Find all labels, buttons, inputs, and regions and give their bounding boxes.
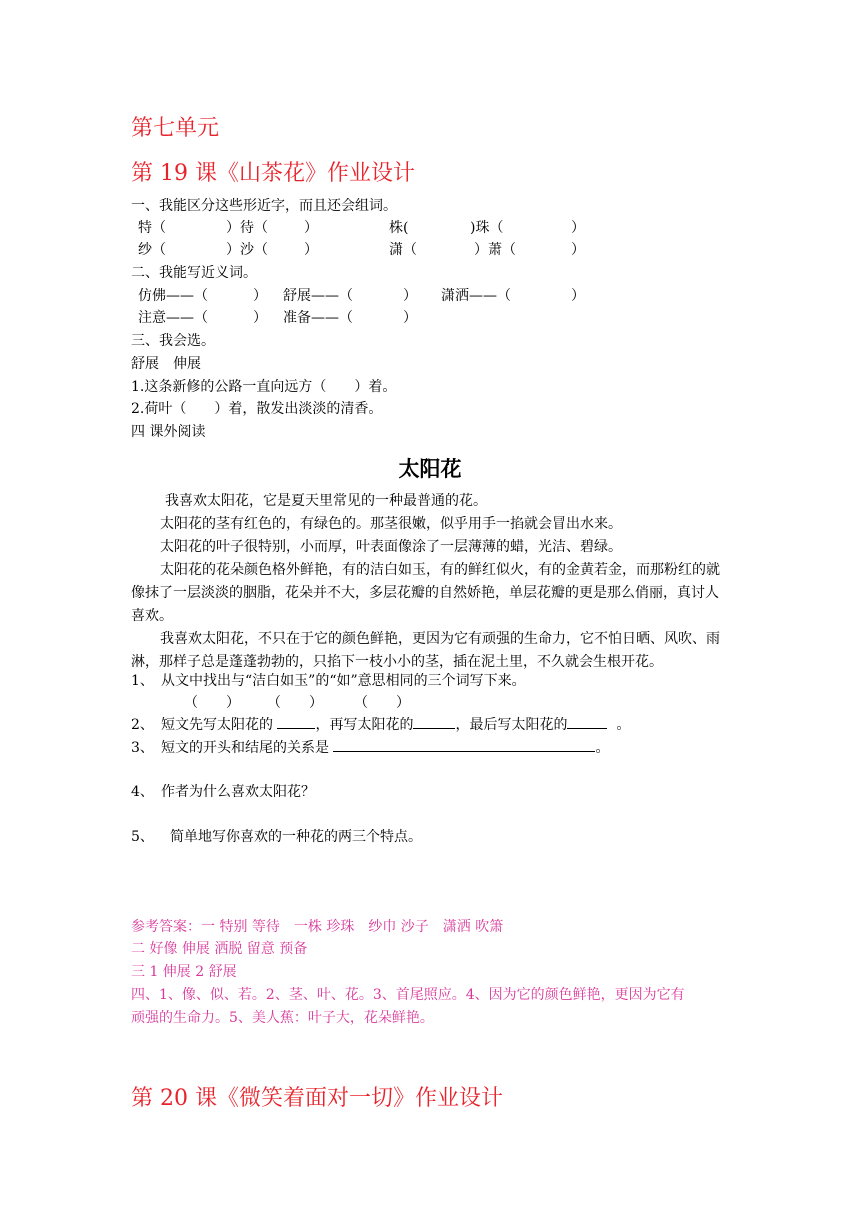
answer-line-3: 三 1 伸展 2 舒展: [131, 964, 237, 980]
rq1-text: 从文中找出与“洁白如玉”的“如”意思相同的三个词写下来。: [161, 673, 526, 689]
reading-paragraph-1: 我喜欢太阳花，它是夏天里常见的一种最普通的花。: [165, 493, 487, 509]
section2-heading: 二、我能写近义词。: [131, 265, 257, 281]
reading-paragraph-4: 太阳花的花朵颜色格外鲜艳，有的洁白如玉，有的鲜红似火，有的金黄若金，而那粉红的就像抹了一层淡淡的胭脂，花朵并不大，多层花瓣的自然娇艳，单层花瓣的更是那么俏丽，真讨人喜欢。: [131, 562, 720, 624]
rq2-part-a: 短文先写太阳花的: [161, 717, 273, 733]
rq4-number: 4、: [131, 784, 154, 800]
s1r1-close: ）: [304, 220, 318, 236]
lesson20-title: 第 20 课《微笑着面对一切》作业设计: [131, 1086, 503, 1111]
rq2-blank-3[interactable]: [567, 714, 607, 729]
rq3-part-a: 短文的开头和结尾的关系是: [161, 740, 329, 756]
s1r2-c5: ）萧（: [474, 242, 516, 258]
rq3-number: 3、: [131, 740, 154, 756]
rq2-blank-1[interactable]: [277, 714, 315, 729]
s1r1-c2: ）待（: [226, 220, 268, 236]
s1r1-c5: )珠（: [470, 220, 504, 236]
rq5-number: 5、: [131, 829, 154, 845]
s2r2-c1: 注意——（: [138, 310, 208, 326]
rq2-part-d: 。: [616, 717, 631, 733]
reading-paragraph-3: 太阳花的叶子很特别，小而厚，叶表面像涂了一层薄薄的蜡，光洁、碧绿。: [160, 539, 622, 555]
rq2-line: [161, 714, 630, 736]
rq2-number: 2、: [131, 717, 154, 733]
s1r2-c1: [138, 239, 268, 261]
rq1-blank-1: （ ）: [184, 695, 240, 711]
s2r2-c3: 准备——（: [283, 310, 353, 326]
s1r1-c1: 特（: [138, 220, 166, 236]
answer-line-5: 顽强的生命力。5、美人蕉：叶子大，花朵鲜艳。: [131, 1010, 434, 1026]
s2r1-c1: 仿佛——（: [138, 288, 208, 304]
s1r1-c6: ）: [571, 220, 585, 236]
s2r1-c5: 潇洒——（: [441, 288, 511, 304]
section3-options: 舒展 伸展: [131, 356, 201, 372]
s1r2-c6: ）: [571, 242, 585, 258]
section1-row1: [138, 217, 386, 239]
rq1-blank-3: （ ）: [354, 695, 410, 711]
section3-heading: 三、我会选。: [131, 333, 215, 349]
reading-title: 太阳花: [398, 457, 462, 481]
rq2-blank-2[interactable]: [413, 714, 455, 729]
s2r1-c2: ）: [253, 288, 267, 304]
unit-title: 第七单元: [131, 116, 220, 141]
lesson19-title: 第 19 课《山茶花》作业设计: [131, 161, 415, 186]
section1-heading: 一、我能区分这些形近字，而且还会组词。: [131, 198, 397, 214]
s1r2-b: ）沙（: [226, 242, 268, 258]
rq4-text: 作者为什么喜欢太阳花？: [161, 784, 315, 800]
s2r2-c4: ）: [403, 310, 417, 326]
s2r1-c4: ）: [403, 288, 417, 304]
answer-line-4: 四、1、像、似、若。2、茎、叶、花。3、首尾照应。4、因为它的颜色鲜艳，更因为它有: [131, 987, 685, 1003]
s2r1-c6: ）: [571, 288, 585, 304]
rq1-blank-2: （ ）: [267, 695, 323, 711]
answer-line-2: 二 好像 伸展 洒脱 留意 预备: [131, 941, 308, 957]
section4-heading: 四 课外阅读: [131, 424, 206, 440]
rq3-blank[interactable]: [333, 737, 595, 752]
s1r2-close: ）: [304, 242, 318, 258]
section3-q1: 1.这条新修的公路一直向远方（ ）着。: [131, 379, 397, 395]
rq5-text: 简单地写你喜欢的一种花的两三个特点。: [170, 829, 422, 845]
reading-paragraph-5: 我喜欢太阳花，不只在于它的颜色鲜艳，更因为它有顽强的生命力，它不怕日晒、风吹、雨淋，那样子总是蓬蓬勃勃的，只掐下一枝小小的茎，插在泥土里，不久就会生根开花。: [131, 631, 720, 670]
rq2-part-b: ，再写太阳花的: [315, 717, 414, 733]
s2r1-c3: 舒展——（: [283, 288, 353, 304]
s1r1-c4: 株(: [389, 220, 409, 236]
rq1-number: 1、: [131, 673, 154, 689]
rq3-part-b: 。: [595, 740, 610, 756]
answer-line-1: 参考答案：一 特别 等待 一株 珍珠 纱巾 沙子 潇洒 吹箫: [131, 919, 504, 935]
s2r2-c2: ）: [253, 310, 267, 326]
rq2-part-c: ，最后写太阳花的: [455, 717, 568, 733]
s1r2-a: 纱（: [138, 242, 166, 258]
rq3-line: [161, 737, 609, 759]
s1r2-c4: 潇（: [389, 242, 417, 258]
section3-q2: 2.荷叶（ ）着，散发出淡淡的清香。: [131, 401, 383, 417]
reading-paragraph-2: 太阳花的茎有红色的，有绿色的。那茎很嫩，似乎用手一掐就会冒出水来。: [160, 516, 622, 532]
